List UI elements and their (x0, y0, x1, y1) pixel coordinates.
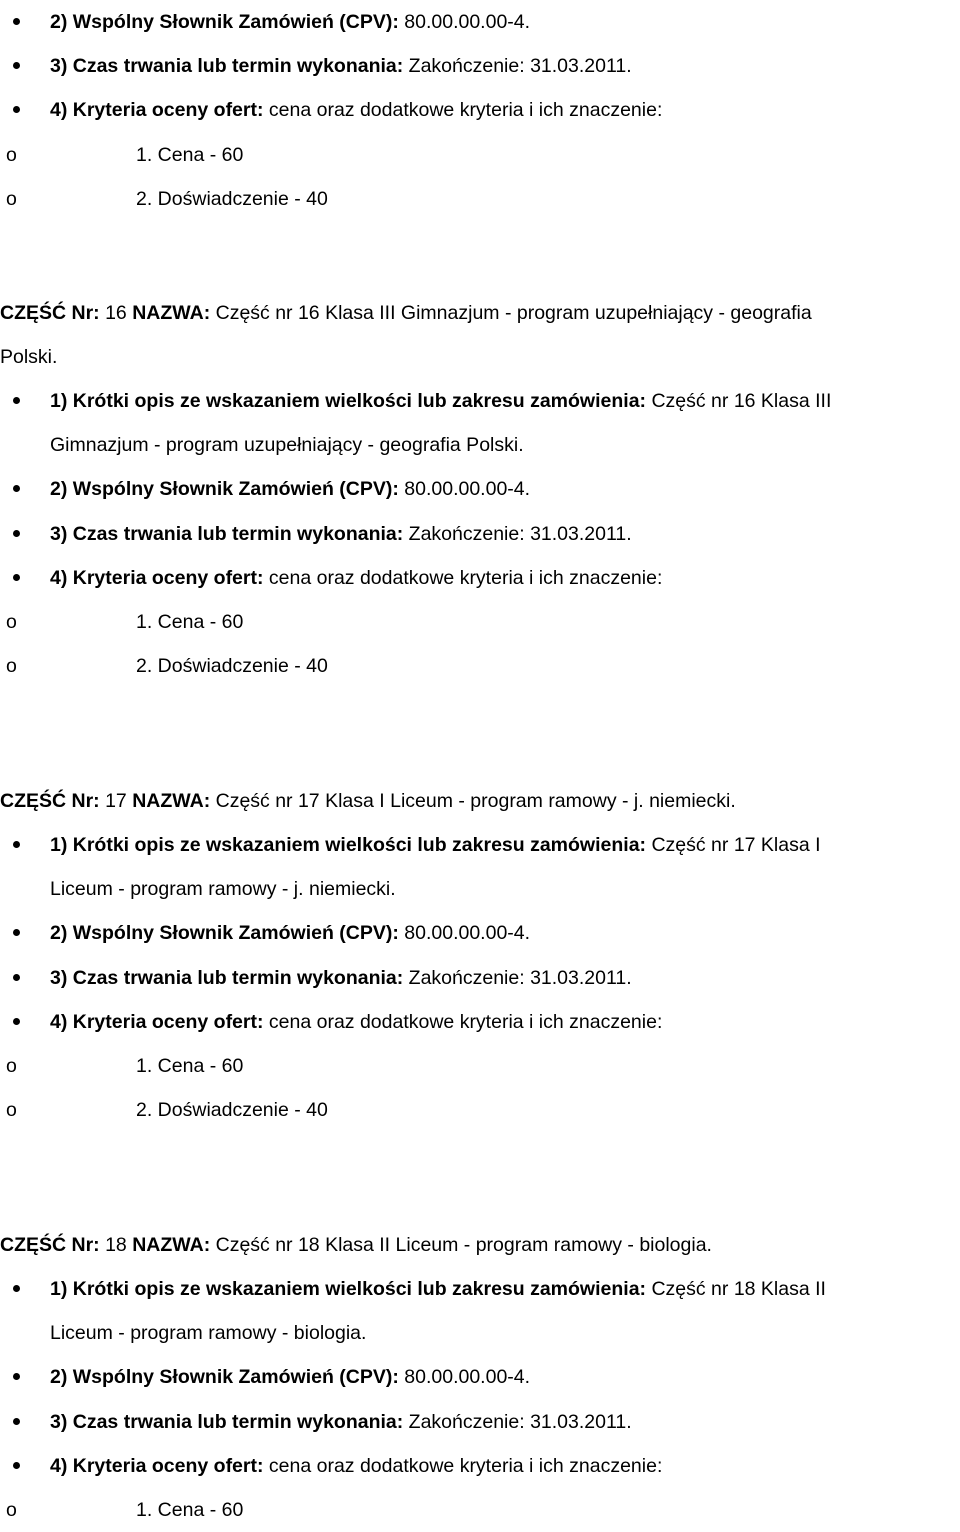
bullet-text (50, 44, 632, 88)
part-16-item-2 (0, 467, 960, 511)
part-heading-text (0, 291, 812, 335)
part-17-item-1-value: Część nr 17 Klasa I (646, 833, 821, 856)
part-18-desc-cont (0, 1311, 960, 1355)
part-18-item-2-label: 2) Wspólny Słownik Zamówień (CPV): (50, 1366, 399, 1389)
top-criterion-1 (0, 133, 960, 177)
part-17-item-4-label: 4) Kryteria oceny ofert: (50, 1010, 264, 1033)
part-16-item-2-value: 80.00.00.00-4. (398, 478, 531, 501)
bullet-text (50, 956, 632, 1000)
part-name-cont: Polski. (0, 345, 58, 368)
top-item-4-label: 4) Kryteria oceny ofert: (50, 99, 264, 122)
top-item-2-label: 2) Wspólny Słownik Zamówień (CPV): (50, 11, 399, 33)
part-17-criterion-1 (0, 1044, 960, 1088)
part-17-heading (0, 779, 960, 823)
bullet-marker (13, 574, 20, 581)
top-criterion-2 (0, 177, 960, 221)
part-18-item-2-value: 80.00.00.00-4. (398, 1366, 531, 1389)
part-17-item-2 (0, 911, 960, 955)
sub-bullet-marker: o (6, 655, 17, 678)
part-label: CZĘŚĆ Nr: (0, 1233, 100, 1256)
top-item-3-label: 3) Czas trwania lub termin wykonania: (50, 55, 404, 78)
part-16-item-1 (0, 379, 960, 423)
part-17-item-4-value: cena oraz dodatkowe kryteria i ich znaczenie: (263, 1010, 663, 1033)
part-17-item-3 (0, 956, 960, 1000)
part-number: 16 (99, 301, 133, 324)
top-criterion-1-text: 1. Cena - 60 (136, 143, 244, 166)
part-17-item-4 (0, 1000, 960, 1044)
bullet-marker (13, 1285, 20, 1292)
part-label: CZĘŚĆ Nr: (0, 789, 100, 812)
desc-cont-text: Gimnazjum - program uzupełniający - geografia Polski. (50, 434, 524, 457)
part-18-item-3-value: Zakończenie: 31.03.2011. (403, 1410, 632, 1433)
part-16-heading-cont (0, 335, 960, 379)
top-item-2-value: 80.00.00.00-4. (398, 11, 531, 33)
part-16-desc-cont (0, 423, 960, 467)
bullet-text (50, 823, 821, 867)
sub-bullet-marker: o (6, 610, 17, 633)
sub-bullet-marker: o (6, 1054, 17, 1077)
part-17-item-1-label: 1) Krótki opis ze wskazaniem wielkości lub zakresu zamówienia: (50, 833, 647, 856)
bullet-text (50, 1444, 662, 1488)
part-17-item-3-value: Zakończenie: 31.03.2011. (403, 966, 632, 989)
desc-cont-text: Liceum - program ramowy - j. niemiecki. (50, 878, 396, 901)
bullet-marker (13, 62, 20, 69)
bullet-marker (13, 841, 20, 848)
bullet-marker (13, 929, 20, 936)
bullet-marker (13, 397, 20, 404)
part-18-criterion-1 (0, 1488, 960, 1532)
part-18-item-1-value: Część nr 18 Klasa II (646, 1277, 826, 1300)
part-17-criterion-1-text: 1. Cena - 60 (136, 1054, 244, 1077)
part-16-criterion-1-text: 1. Cena - 60 (136, 610, 244, 633)
part-18-criterion-1-text: 1. Cena - 60 (136, 1498, 244, 1521)
part-16-criterion-2 (0, 644, 960, 688)
bullet-text (50, 1355, 530, 1399)
bullet-text (50, 88, 662, 132)
part-16-item-4-label: 4) Kryteria oceny ofert: (50, 566, 264, 589)
bullet-text (50, 1000, 662, 1044)
sub-bullet-marker: o (6, 1099, 17, 1122)
part-16-item-4-value: cena oraz dodatkowe kryteria i ich znaczenie: (263, 566, 663, 589)
part-heading-text (0, 779, 736, 823)
bullet-marker (13, 1418, 20, 1425)
bullet-marker (13, 1373, 20, 1380)
part-18-item-4-label: 4) Kryteria oceny ofert: (50, 1454, 264, 1477)
part-17-item-2-label: 2) Wspólny Słownik Zamówień (CPV): (50, 922, 399, 945)
part-16-item-1-label: 1) Krótki opis ze wskazaniem wielkości lub zakresu zamówienia: (50, 389, 647, 412)
bullet-marker (13, 974, 20, 981)
part-16-criterion-2-text: 2. Doświadczenie - 40 (136, 655, 328, 678)
part-18-item-2 (0, 1355, 960, 1399)
bullet-text (50, 0, 530, 44)
part-17-item-2-value: 80.00.00.00-4. (398, 922, 531, 945)
part-number: 17 (99, 789, 133, 812)
bullet-marker (13, 530, 20, 537)
sub-bullet-marker: o (6, 1498, 17, 1521)
top-criterion-2-text: 2. Doświadczenie - 40 (136, 187, 328, 210)
part-18-item-3-label: 3) Czas trwania lub termin wykonania: (50, 1410, 404, 1433)
part-16-heading (0, 291, 960, 335)
bullet-marker (13, 106, 20, 113)
part-17-criterion-2 (0, 1088, 960, 1132)
name-label: NAZWA: (132, 789, 211, 812)
part-16-item-3-value: Zakończenie: 31.03.2011. (403, 522, 632, 545)
part-17-item-3-label: 3) Czas trwania lub termin wykonania: (50, 966, 404, 989)
bullet-text (50, 1267, 826, 1311)
bullet-text (50, 1400, 632, 1444)
top-item-3-value: Zakończenie: 31.03.2011. (403, 55, 632, 78)
part-18-item-4-value: cena oraz dodatkowe kryteria i ich znaczenie: (263, 1454, 663, 1477)
top-item-3 (0, 44, 960, 88)
part-18-item-3 (0, 1400, 960, 1444)
part-name: Część nr 17 Klasa I Liceum - program ramowy - j. niemiecki. (210, 789, 736, 812)
part-17-desc-cont (0, 867, 960, 911)
part-heading-text (0, 1223, 712, 1267)
desc-cont-text: Liceum - program ramowy - biologia. (50, 1322, 367, 1345)
bullet-marker (13, 1462, 20, 1469)
bullet-text (50, 556, 662, 600)
part-18-item-1-label: 1) Krótki opis ze wskazaniem wielkości lub zakresu zamówienia: (50, 1277, 647, 1300)
part-17-item-1 (0, 823, 960, 867)
part-16-item-2-label: 2) Wspólny Słownik Zamówień (CPV): (50, 478, 399, 501)
sub-bullet-marker: o (6, 187, 17, 210)
part-name: Część nr 18 Klasa II Liceum - program ramowy - biologia. (210, 1233, 712, 1256)
part-16-item-1-value: Część nr 16 Klasa III (646, 389, 832, 412)
part-17-criterion-2-text: 2. Doświadczenie - 40 (136, 1099, 328, 1122)
bullet-marker (13, 485, 20, 492)
part-16-item-4 (0, 556, 960, 600)
name-label: NAZWA: (132, 301, 211, 324)
bullet-marker (13, 1018, 20, 1025)
part-18-item-4 (0, 1444, 960, 1488)
bullet-text (50, 911, 530, 955)
bullet-text (50, 467, 530, 511)
top-item-4-value: cena oraz dodatkowe kryteria i ich znaczenie: (263, 99, 663, 122)
part-name: Część nr 16 Klasa III Gimnazjum - program uzupełniający - geografia (210, 301, 812, 324)
part-label: CZĘŚĆ Nr: (0, 301, 100, 324)
part-18-item-1 (0, 1267, 960, 1311)
sub-bullet-marker: o (6, 143, 17, 166)
bullet-text (50, 512, 632, 556)
part-16-item-3 (0, 512, 960, 556)
bullet-text (50, 379, 831, 423)
top-item-2 (0, 0, 960, 44)
bullet-marker (13, 18, 20, 25)
part-18-heading (0, 1223, 960, 1267)
top-item-4 (0, 88, 960, 132)
part-16-item-3-label: 3) Czas trwania lub termin wykonania: (50, 522, 404, 545)
part-number: 18 (99, 1233, 133, 1256)
name-label: NAZWA: (132, 1233, 211, 1256)
part-16-criterion-1 (0, 600, 960, 644)
